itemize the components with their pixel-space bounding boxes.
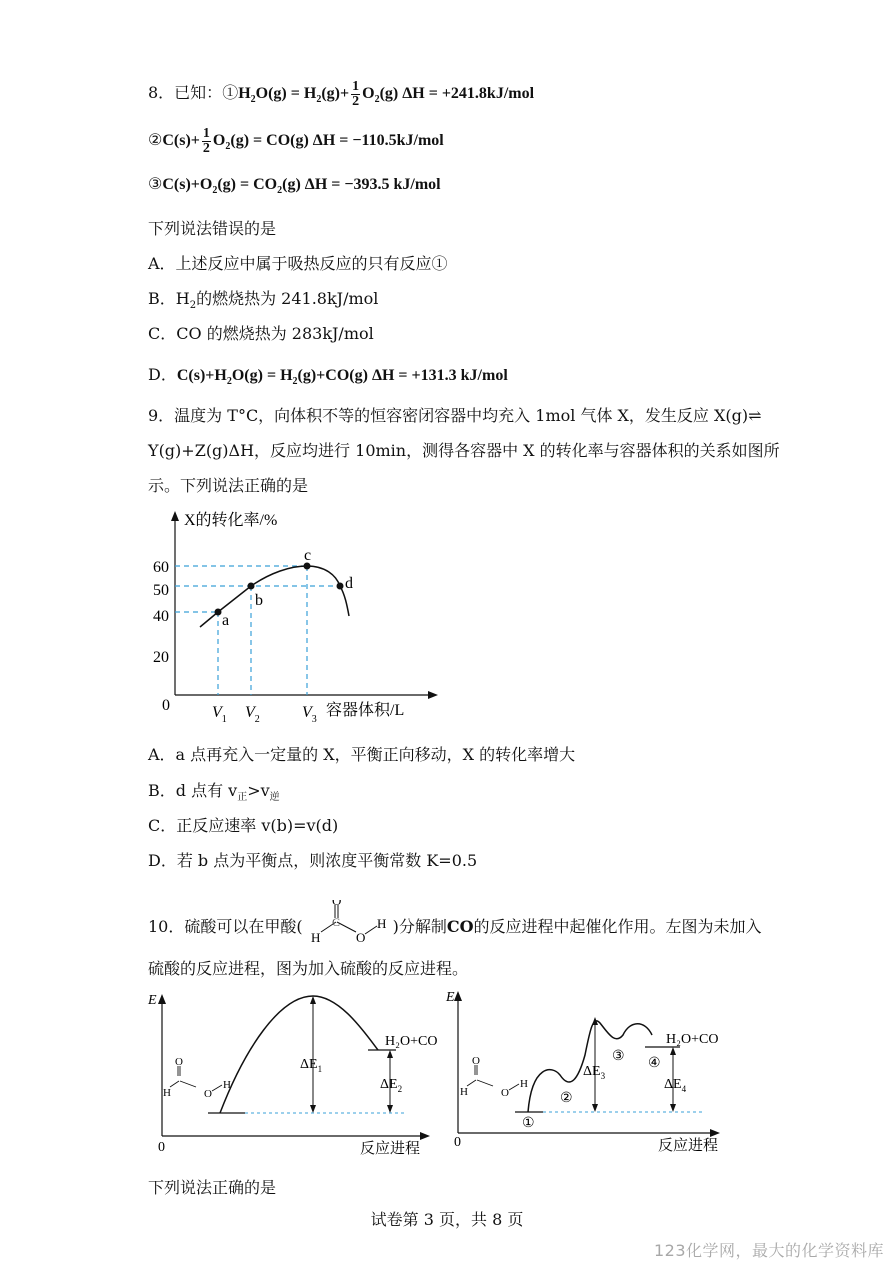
svg-text:H: H <box>310 930 320 945</box>
svg-text:O: O <box>204 1088 212 1100</box>
step-1-marker: ① <box>522 1116 535 1131</box>
delta-e2-label: $\Delta E_2$ <box>380 1077 403 1094</box>
x-axis-label: 反应进程 <box>360 1141 421 1157</box>
delta-e1-label: $\Delta E_1$ <box>300 1057 323 1074</box>
x-axis-label: 容器体积/L <box>326 702 405 719</box>
product-label: H₂O+CO <box>666 1032 719 1047</box>
point-d-label: d <box>345 575 353 592</box>
svg-text:O: O <box>472 1055 480 1067</box>
q8-option-b: B．$H_2$的燃烧热为 241.8kJ/mol <box>148 289 379 312</box>
delta-e4-label: $\Delta E_4$ <box>664 1077 687 1094</box>
step-3-marker: ③ <box>612 1049 625 1064</box>
y-axis-label: E <box>148 993 157 1008</box>
q8-option-c: C．CO 的燃烧热为 283kJ/mol <box>148 324 374 343</box>
q9-option-c: C．正反应速率 v(b)=v(d) <box>148 816 339 835</box>
svg-text:H: H <box>520 1078 528 1090</box>
q8-equation-2: ②C(s)+ $\frac{1}{2}$ $O_2(g) = CO(g) \Delta H = -110.5kJ/mol$ <box>148 126 444 156</box>
q9-option-a: A．a 点再充入一定量的 X，平衡正向移动，X 的转化率增大 <box>148 745 576 764</box>
point-d <box>337 583 344 590</box>
q9-option-d: D．若 b 点为平衡点，则浓度平衡常数 K=0.5 <box>148 851 478 870</box>
energy-curve <box>220 996 378 1113</box>
q8-option-a: A．上述反应中属于吸热反应的只有反应① <box>148 254 448 273</box>
x-tick-v3: $V_3$ <box>302 704 317 725</box>
page-footer: 试卷第 3 页，共 8 页 <box>370 1210 524 1229</box>
y-tick-60: 60 <box>153 559 169 576</box>
q9-option-b: B．d 点有 $v_正>v_逆$ <box>148 781 280 804</box>
fraction: $\frac{1}{2}$ <box>202 126 210 156</box>
q9-stem-line-2: Y(g)+Z(g)ΔH，反应均进行 10min，测得各容器中 X 的转化率与容器体积的关系如图所 <box>148 441 780 460</box>
point-b-label: b <box>255 592 263 609</box>
energy-diagram-uncatalyzed <box>140 988 440 1160</box>
step-4-marker: ④ <box>648 1056 661 1071</box>
y-tick-50: 50 <box>153 582 169 599</box>
svg-text:O: O <box>355 930 365 945</box>
svg-text:H: H <box>460 1086 468 1098</box>
point-b <box>248 583 255 590</box>
q8-equation-3: $③C(s)+O_2(g) = CO_2(g) \Delta H = -393.5$ kJ/mol <box>148 174 441 197</box>
point-a <box>215 609 222 616</box>
svg-text:O: O <box>175 1056 183 1068</box>
origin-label: 0 <box>162 697 170 714</box>
q9-stem-line-1: 9．温度为 T°C，向体积不等的恒容密闭容器中均充入 1mol 气体 X，发生反应 X(g)⇌ <box>148 406 762 425</box>
point-c-label: c <box>304 547 312 564</box>
y-axis-label: X的转化率/% <box>184 512 278 529</box>
q10-stem-line-2: 硫酸的反应进程，图为加入硫酸的反应进程。 <box>148 959 469 978</box>
q8-option-d: D．$C(s)+H_2O(g) = H_2(g)+CO(g) \Delta H = +131.3$ kJ/mol <box>148 365 508 388</box>
x-axis-label: 反应进程 <box>658 1138 719 1154</box>
formic-acid-structure <box>303 900 393 946</box>
x-tick-v2: $V_2$ <box>245 704 260 725</box>
svg-text:H: H <box>376 916 386 931</box>
q10-stem: 下列说法正确的是 <box>148 1178 277 1197</box>
point-a-label: a <box>222 612 230 629</box>
y-axis-label: E <box>446 990 455 1005</box>
q8-equation-1: 8．已知：$①H_2O(g) = H_2(g)+$ $\frac{1}{2}$ $O_2(g) \Delta H = +241.8kJ/mol$ <box>148 79 535 109</box>
q10-stem-line-1: 10．硫酸可以在甲酸( O C H O H )分解制CO的反应进程中起催化作用。左图为未加入 <box>148 900 762 946</box>
y-tick-40: 40 <box>153 608 169 625</box>
conversion-chart <box>140 505 440 730</box>
product-label: H₂O+CO <box>385 1034 438 1049</box>
svg-text:H: H <box>163 1087 171 1099</box>
svg-text:H: H <box>223 1079 231 1091</box>
origin-label: 0 <box>454 1135 461 1150</box>
step-2-marker: ② <box>560 1091 573 1106</box>
q9-stem-line-3: 示。下列说法正确的是 <box>148 476 309 495</box>
delta-e3-label: $\Delta E_3$ <box>583 1064 606 1081</box>
fraction: $\frac{1}{2}$ <box>352 79 360 109</box>
energy-diagram-catalyzed <box>440 985 730 1160</box>
svg-text:O: O <box>331 900 341 908</box>
y-tick-20: 20 <box>153 649 169 666</box>
watermark: 123化学网，最大的化学资料库 <box>653 1241 884 1260</box>
svg-text:C: C <box>331 915 340 929</box>
svg-text:O: O <box>501 1087 509 1099</box>
q8-stem: 下列说法错误的是 <box>148 219 277 238</box>
origin-label: 0 <box>158 1140 165 1155</box>
x-tick-v1: $V_1$ <box>212 704 227 725</box>
